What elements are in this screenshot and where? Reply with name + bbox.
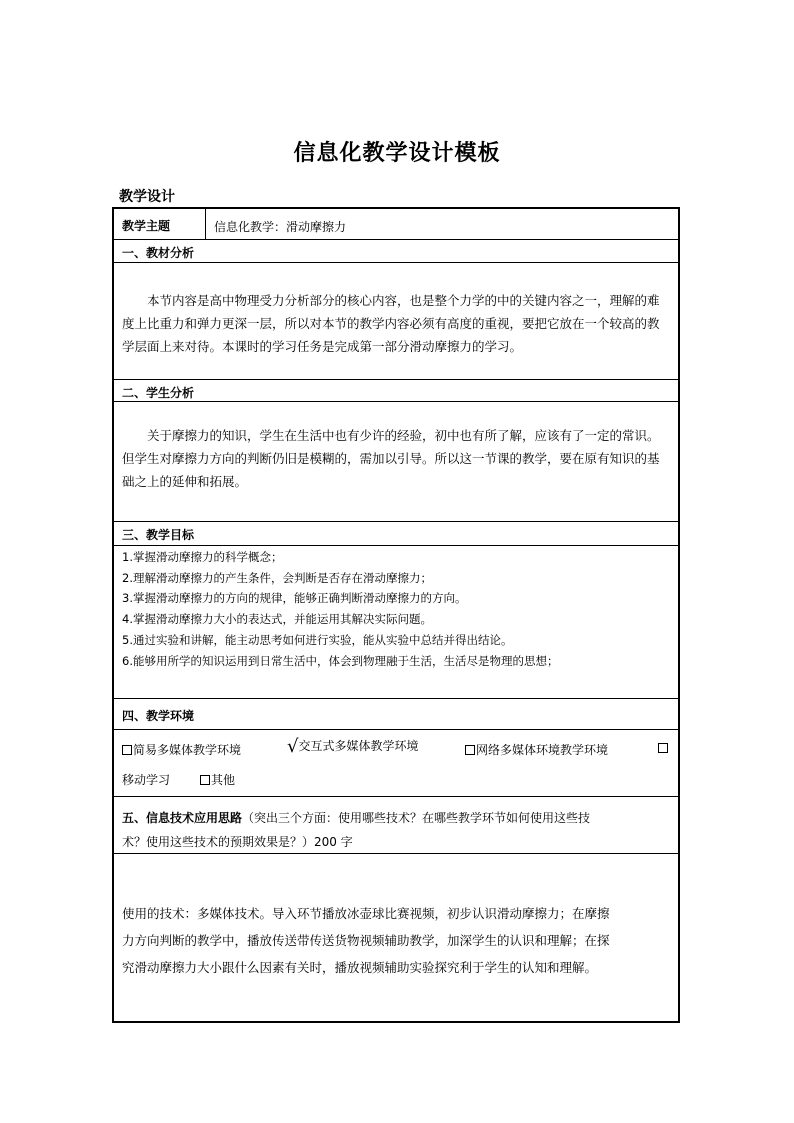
document-title: 信息化教学设计模板 [293,141,501,166]
design-table [112,207,680,1023]
environment-body-row [114,730,678,797]
objective-item: 5.通过实验和讲解，能主动思考如何进行实验，能从实验中总结并得出结论。 [122,632,513,647]
objectives-body-row [114,546,678,699]
objective-item: 2.理解滑动摩擦力的产生条件，会判断是否存在滑动摩擦力； [122,570,432,585]
env-option [122,771,170,788]
env-checkbox[interactable] [465,745,475,755]
env-checkbox[interactable] [200,775,210,785]
env-option [465,741,608,758]
topic-value-cell [206,209,678,239]
objective-item: 6.能够用所学的知识运用到日常生活中，体会到物理融于生活，生活尽是物理的思想； [122,653,559,668]
tech-heading-note: （突出三个方面：使用哪些技术？在哪些教学环节如何使用这些技 [242,811,591,825]
environment-heading: 四、教学环境 [122,709,195,723]
env-option [287,736,419,757]
env-option [200,771,235,788]
material-heading: 一、教材分析 [122,246,195,260]
objectives-heading: 三、教学目标 [122,528,195,542]
tech-heading-row [114,797,678,854]
topic-label: 教学主题 [122,219,171,233]
tech-text-line: 力方向判断的教学中，播放传送带传送货物视频辅助教学，加深学生的认识和理解；在探 [122,933,610,948]
material-body-row [114,263,678,380]
env-checkbox[interactable] [122,745,132,755]
check-mark-icon[interactable]: √ [287,736,299,757]
env-option-label: 简易多媒体教学环境 [133,743,242,757]
student-text: 关于摩擦力的知识，学生在生活中也有少许的经验，初中也有所了解，应该有了一定的常识。但学生对摩擦力方向的判断仍旧是模糊的，需加以引导。所以这一节课的教学，要在原有知识的基础之上的延伸和拓展。 [122,428,660,489]
section-label: 教学设计 [119,189,175,205]
objective-item: 4.掌握滑动摩擦力大小的表达式，并能运用其解决实际问题。 [122,612,432,627]
tech-heading-note: 术？使用这些技术的预期效果是？）200 字 [122,835,353,849]
env-option-label: 交互式多媒体教学环境 [298,739,419,753]
env-option-label: 移动学习 [122,773,171,787]
topic-label-cell [114,209,206,239]
env-option-label: 其他 [211,773,236,787]
student-heading: 二、学生分析 [122,386,195,400]
topic-value: 信息化教学：滑动摩擦力 [214,220,347,234]
objective-item: 3.掌握滑动摩擦力的方向的规律，能够正确判断滑动摩擦力的方向。 [122,591,467,606]
objectives-heading-row [114,522,678,546]
material-text: 本节内容是高中物理受力分析部分的核心内容，也是整个力学的中的关键内容之一，理解的难度上比重力和弹力更深一层，所以对本节的教学内容必须有高度的重视，要把它放在一个较高的教学层面上来对待。本课时的学习任务是完成第一部分滑动摩擦力的学习。 [122,293,660,354]
env-option [122,741,241,758]
env-option-label: 网络多媒体环境教学环境 [476,743,609,757]
student-heading-row [114,380,678,402]
material-heading-row [114,240,678,263]
objective-item: 1.掌握滑动摩擦力的科学概念； [122,550,283,564]
env-checkbox[interactable] [658,743,668,753]
tech-text-line: 究滑动摩擦力大小跟什么因素有关时，播放视频辅助实验探究利于学生的认知和理解。 [122,960,598,975]
student-body-row [114,402,678,522]
environment-heading-row [114,699,678,730]
tech-heading: 五、信息技术应用思路 [122,811,243,825]
topic-row [114,209,678,240]
tech-body-row [114,854,678,1021]
env-option [658,741,669,755]
tech-text-line: 使用的技术：多媒体技术。导入环节播放冰壶球比赛视频，初步认识滑动摩擦力；在摩擦 [122,906,610,921]
